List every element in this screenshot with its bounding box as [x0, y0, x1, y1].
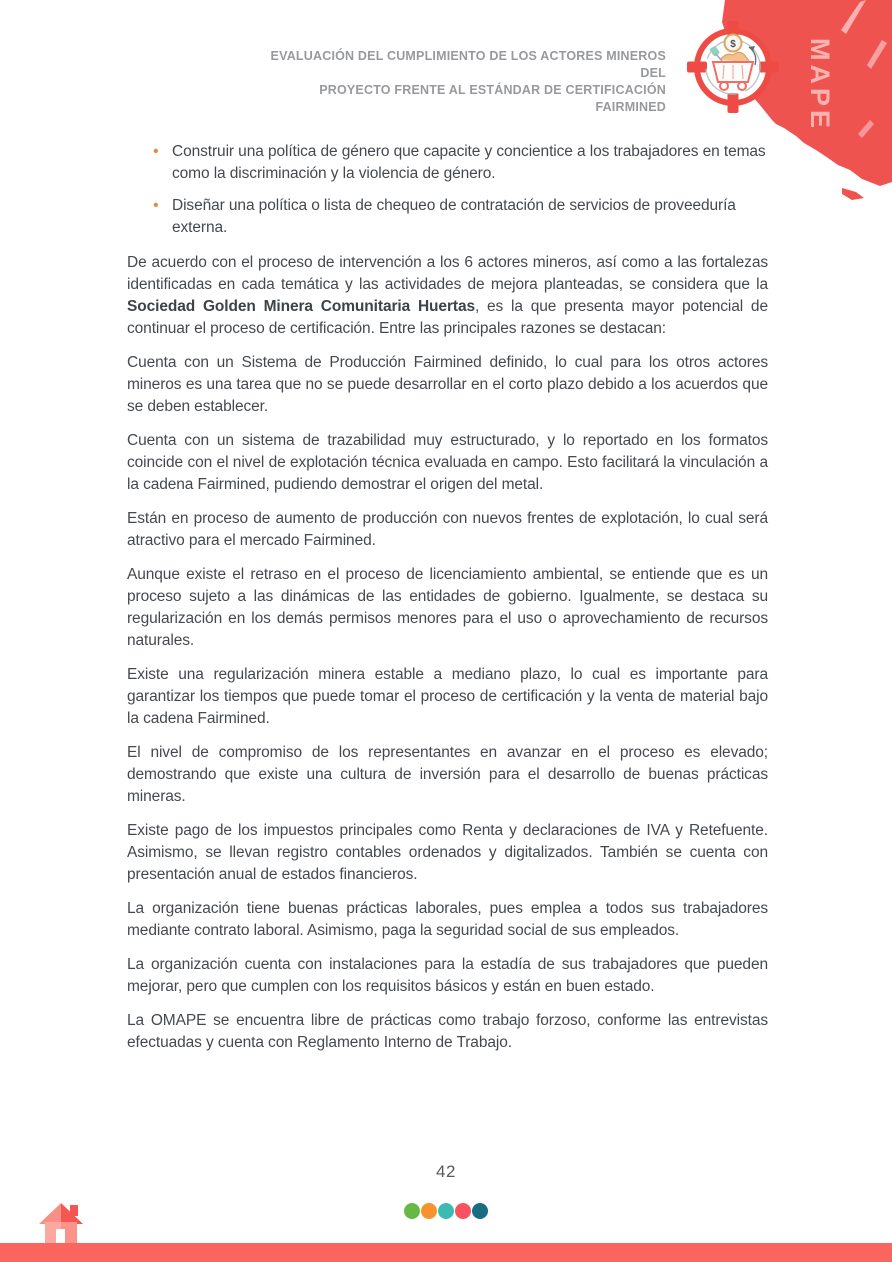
- intro-paragraph: [127, 252, 768, 340]
- paragraph: Están en proceso de aumento de producción con nuevos frentes de explotación, lo cual será atractivo para el mercado Fairmined.: [127, 510, 768, 549]
- page-number: 42: [436, 1162, 456, 1181]
- paragraph: La organización tiene buenas prácticas laborales, pues emplea a todos sus trabajadores mediante contrato laboral. Asimismo, paga la seguridad social de sus empleados.: [127, 900, 768, 939]
- paragraph: Cuenta con un Sistema de Producción Fairmined definido, lo cual para los otros actores mineros es una tarea que no se puede desarrollar en el corto plazo debido a los acuerdos que se deben establecer.: [127, 354, 768, 415]
- header-title-line2: PROYECTO FRENTE AL ESTÁNDAR DE CERTIFICACIÓN FAIRMINED: [319, 83, 666, 114]
- crosshair-tick-right: [759, 62, 779, 73]
- cart-wheel: [738, 82, 746, 90]
- pagination-dots: [0, 1203, 892, 1219]
- intro-text-before: De acuerdo con el proceso de intervención a los 6 actores mineros, así como a las fortalezas identificadas en cada temática y las actividades de mejora planteadas, se considera que la: [127, 254, 768, 293]
- crosshair-tick-bottom: [728, 93, 739, 113]
- dot-teal: [438, 1203, 454, 1219]
- dot-green: [404, 1203, 420, 1219]
- bullet-item: • Diseñar una política o lista de chequeo de contratación de servicios de proveeduría externa.: [172, 195, 768, 239]
- main-text-column: [127, 141, 768, 1066]
- dot-dark-teal: [472, 1203, 488, 1219]
- mape-badge: MAPE: [805, 38, 835, 133]
- paragraph: Existe una regularización minera estable a mediano plazo, lo cual es importante para garantizar los tiempos que puede tomar el proceso de certificación y la venta de material bajo la cadena Fairmined.: [127, 666, 768, 727]
- paragraph: La OMAPE se encuentra libre de prácticas como trabajo forzoso, conforme las entrevistas efectuadas y cuenta con Reglamento Interno de Trabajo.: [127, 1012, 768, 1051]
- bullet-list: [127, 141, 768, 239]
- paragraph: El nivel de compromiso de los representantes en avanzar en el proceso es elevado; demostrando que existe una cultura de inversión para el desarrollo de buenas prácticas mineras.: [127, 744, 768, 805]
- crosshair-tick-left: [687, 62, 707, 73]
- coin-dollar-symbol: $: [730, 39, 736, 50]
- paragraph: Aunque existe el retraso en el proceso de licenciamiento ambiental, se entiende que es un proceso sujeto a las dinámicas de las entidades de gobierno. Igualmente, se destaca su regularización en los demás permisos menores para el uso o aprovechamiento de recursos naturales.: [127, 566, 768, 649]
- intro-text-after: , es la que presenta mayor potencial de continuar el proceso de certificación. Entre las principales razones se destacan:: [127, 298, 768, 337]
- document-header-title: [246, 48, 666, 116]
- dot-coral: [455, 1203, 471, 1219]
- organization-name-bold: Sociedad Golden Minera Comunitaria Huertas: [127, 298, 475, 315]
- mining-cart-target-logo: [686, 20, 780, 114]
- door: [56, 1229, 65, 1244]
- home-icon[interactable]: [38, 1202, 86, 1244]
- paragraph: La organización cuenta con instalaciones para la estadía de sus trabajadores que pueden mejorar, pero que cumplen con los requisitos básicos y están en buen estado.: [127, 956, 768, 995]
- bottom-bar: [0, 1243, 892, 1262]
- dot-orange: [421, 1203, 437, 1219]
- header-title-line1: EVALUACIÓN DEL CUMPLIMIENTO DE LOS ACTORES MINEROS DEL: [270, 49, 666, 80]
- bullet-item: • Construir una política de género que capacite y concientice a los trabajadores en temas como la discriminación y la violencia de género.: [172, 141, 768, 185]
- paragraph: Existe pago de los impuestos principales como Renta y declaraciones de IVA y Retefuente. Asimismo, se llevan registro contables ordenados y digitalizados. También se cuenta con presentación anual de estados financieros.: [127, 822, 768, 883]
- paragraph: Cuenta con un sistema de trazabilidad muy estructurado, y lo reportado en los formatos coincide con el nivel de explotación técnica evaluada en campo. Esto facilitará la vinculación a la cadena Fairmined, pudiendo demostrar el origen del metal.: [127, 432, 768, 493]
- cart-wheel: [720, 82, 728, 90]
